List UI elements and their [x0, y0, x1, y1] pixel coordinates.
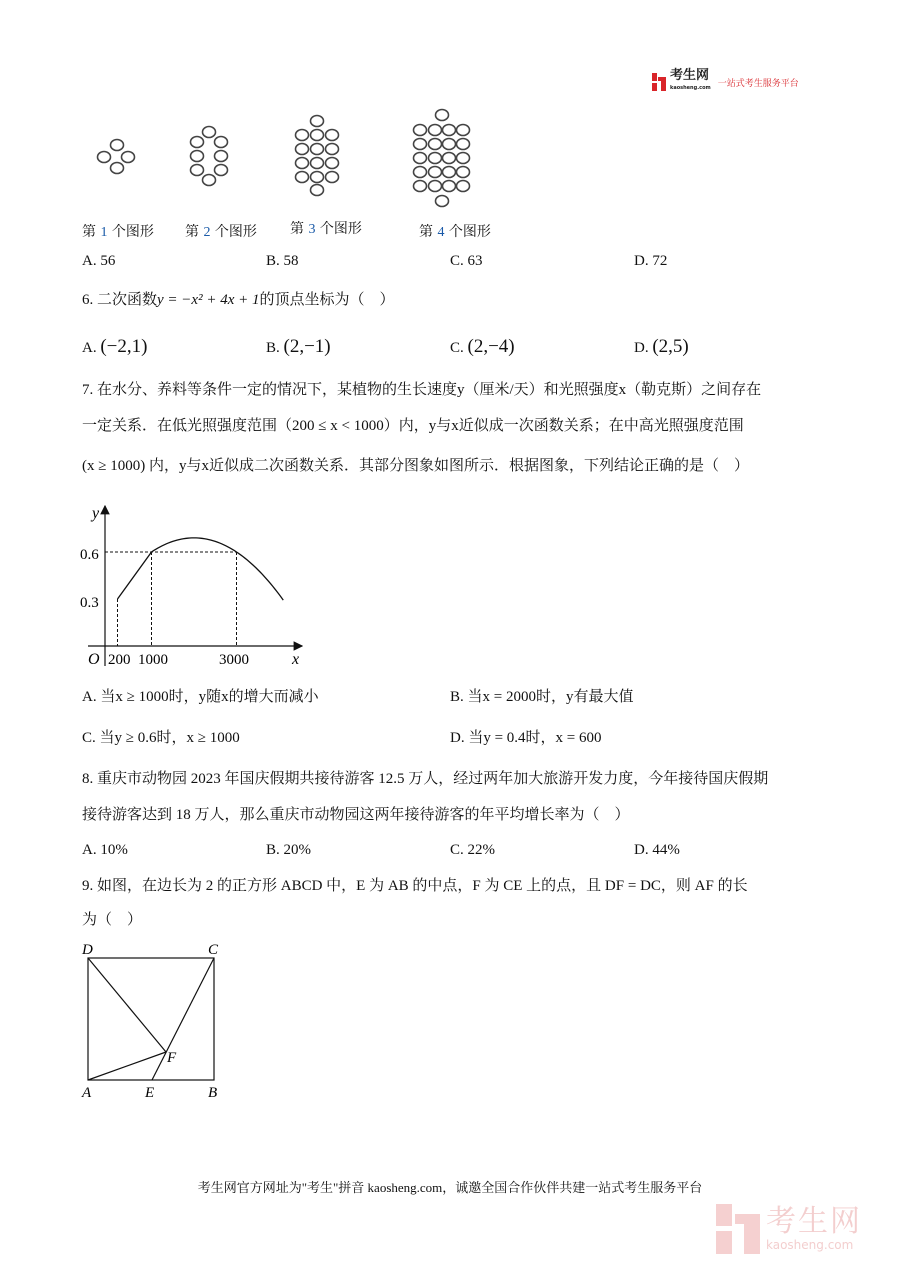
circle-figure-4 — [429, 139, 442, 150]
q7-stem-line2: 一定关系．在低光照强度范围（200 ≤ x < 1000）内，y与x近似成一次函数关系；在中高光照强度范围 — [82, 418, 744, 434]
q9-stem-line1: 9. 如图，在边长为 2 的正方形 ABCD 中，E 为 AB 的中点，F 为 CE 上的点，且 DF = DC，则 AF 的长 — [82, 878, 748, 894]
circle-figure-3 — [326, 158, 339, 169]
q6-formula: y = −x² + 4x + 1 — [157, 292, 260, 308]
figure-label-4: 第 4 个图形 — [419, 224, 491, 240]
point-label-d: D — [82, 942, 93, 958]
q6-option-a: A. (−2,1) — [82, 336, 148, 357]
q8-stem-line1: 8. 重庆市动物园 2023 年国庆假期共接待游客 12.5 万人，经过两年加大旅游开发力度，今年接待国庆假期 — [82, 771, 769, 787]
circle-figure-4 — [457, 181, 470, 192]
x-axis-label: x — [292, 651, 300, 668]
circle-figure-4 — [457, 125, 470, 136]
circle-figure-4 — [457, 139, 470, 150]
y-tick-0.6: 0.6 — [80, 547, 99, 563]
circle-figure-4 — [429, 153, 442, 164]
q5-option-a: A. 56 — [82, 253, 116, 269]
circle-figure-4 — [414, 125, 427, 136]
circle-figure-4 — [443, 153, 456, 164]
q7-option-b: B. 当x = 2000时，y有最大值 — [450, 689, 634, 705]
figure-label-1: 第 1 个图形 — [82, 224, 154, 240]
circle-figure-4 — [443, 181, 456, 192]
circle-figure-4 — [414, 181, 427, 192]
header-slogan: 一站式考生服务平台 — [717, 78, 799, 89]
circle-figure-4 — [429, 181, 442, 192]
segment-df — [88, 958, 166, 1052]
figure-label-3: 第 3 个图形 — [290, 221, 362, 237]
x-tick-1000: 1000 — [138, 652, 168, 668]
q6-option-c: C. (2,−4) — [450, 336, 515, 357]
circle-figure-4 — [436, 110, 449, 121]
circle-figure-4 — [457, 167, 470, 178]
q7-stem-line1: 7. 在水分、养料等条件一定的情况下，某植物的生长速度y（厘米/天）和光照强度x（勒克斯）之间存在 — [82, 382, 762, 398]
point-label-f: F — [167, 1050, 177, 1066]
x-tick-3000: 3000 — [219, 652, 249, 668]
origin-label: O — [88, 651, 100, 668]
circle-figure-4 — [429, 125, 442, 136]
y-tick-0.3: 0.3 — [80, 595, 99, 611]
circle-figure-4 — [457, 153, 470, 164]
logo-name: 考生网 kaosheng.com — [670, 68, 711, 91]
point-label-b: B — [208, 1085, 218, 1101]
q6-stem: 6. 二次函数y = −x² + 4x + 1的顶点坐标为（ ） — [82, 292, 395, 308]
q7-option-c: C. 当y ≥ 0.6时，x ≥ 1000 — [82, 730, 240, 746]
q8-option-c: C. 22% — [450, 842, 495, 858]
point-label-c: C — [208, 942, 219, 958]
q5-option-d: D. 72 — [634, 253, 668, 269]
circle-figure-4 — [414, 153, 427, 164]
q9-stem-line2: 为（ ） — [82, 912, 143, 928]
y-axis-label: y — [92, 505, 100, 522]
q5-option-c: C. 63 — [450, 253, 483, 269]
q8-stem-line2: 接待游客达到 18 万人，那么重庆市动物园这两年接待游客的年平均增长率为（ ） — [82, 807, 630, 823]
q8-option-a: A. 10% — [82, 842, 128, 858]
header-logo — [652, 70, 799, 94]
q6-option-d: D. (2,5) — [634, 336, 689, 357]
watermark: 考生网 kaosheng.com — [716, 1204, 862, 1254]
segment-ce — [152, 958, 214, 1080]
q7-option-d: D. 当y = 0.4时，x = 600 — [450, 730, 602, 746]
circle-figure-4 — [414, 139, 427, 150]
q7-option-a: A. 当x ≥ 1000时，y随x的增大而减小 — [82, 689, 319, 705]
q5-option-b: B. 58 — [266, 253, 299, 269]
q8-option-b: B. 20% — [266, 842, 311, 858]
figure-label-2: 第 2 个图形 — [185, 224, 257, 240]
circle-figure-4 — [443, 167, 456, 178]
footer-text: 考生网官方网址为"考生"拼音 kaosheng.com，诚邀全国合作伙伴共建一站式考生服务平台 — [197, 1180, 703, 1195]
q8-option-d: D. 44% — [634, 842, 680, 858]
watermark-logo-icon — [716, 1204, 760, 1254]
circle-figure-3 — [326, 172, 339, 183]
circle-figure-4 — [414, 167, 427, 178]
circle-figure-4 — [443, 139, 456, 150]
circle-figure-4 — [429, 167, 442, 178]
growth-curve — [118, 538, 284, 600]
q6-option-b: B. (2,−1) — [266, 336, 331, 357]
point-label-a: A — [82, 1085, 92, 1101]
circle-figure-4 — [436, 196, 449, 207]
square-abcd-figure — [70, 935, 240, 1105]
circle-figure-3 — [326, 144, 339, 155]
circle-figure-3 — [326, 130, 339, 141]
q7-stem-line3: (x ≥ 1000) 内，y与x近似成二次函数关系．其部分图象如图所示．根据图象，下列结论正确的是（ ） — [82, 458, 749, 474]
square-abcd — [88, 958, 214, 1080]
circle-figure-4 — [443, 125, 456, 136]
point-label-e: E — [145, 1085, 155, 1101]
x-tick-200: 200 — [108, 652, 131, 668]
growth-graph — [0, 0, 320, 680]
kaosheng-logo-icon — [652, 73, 666, 91]
